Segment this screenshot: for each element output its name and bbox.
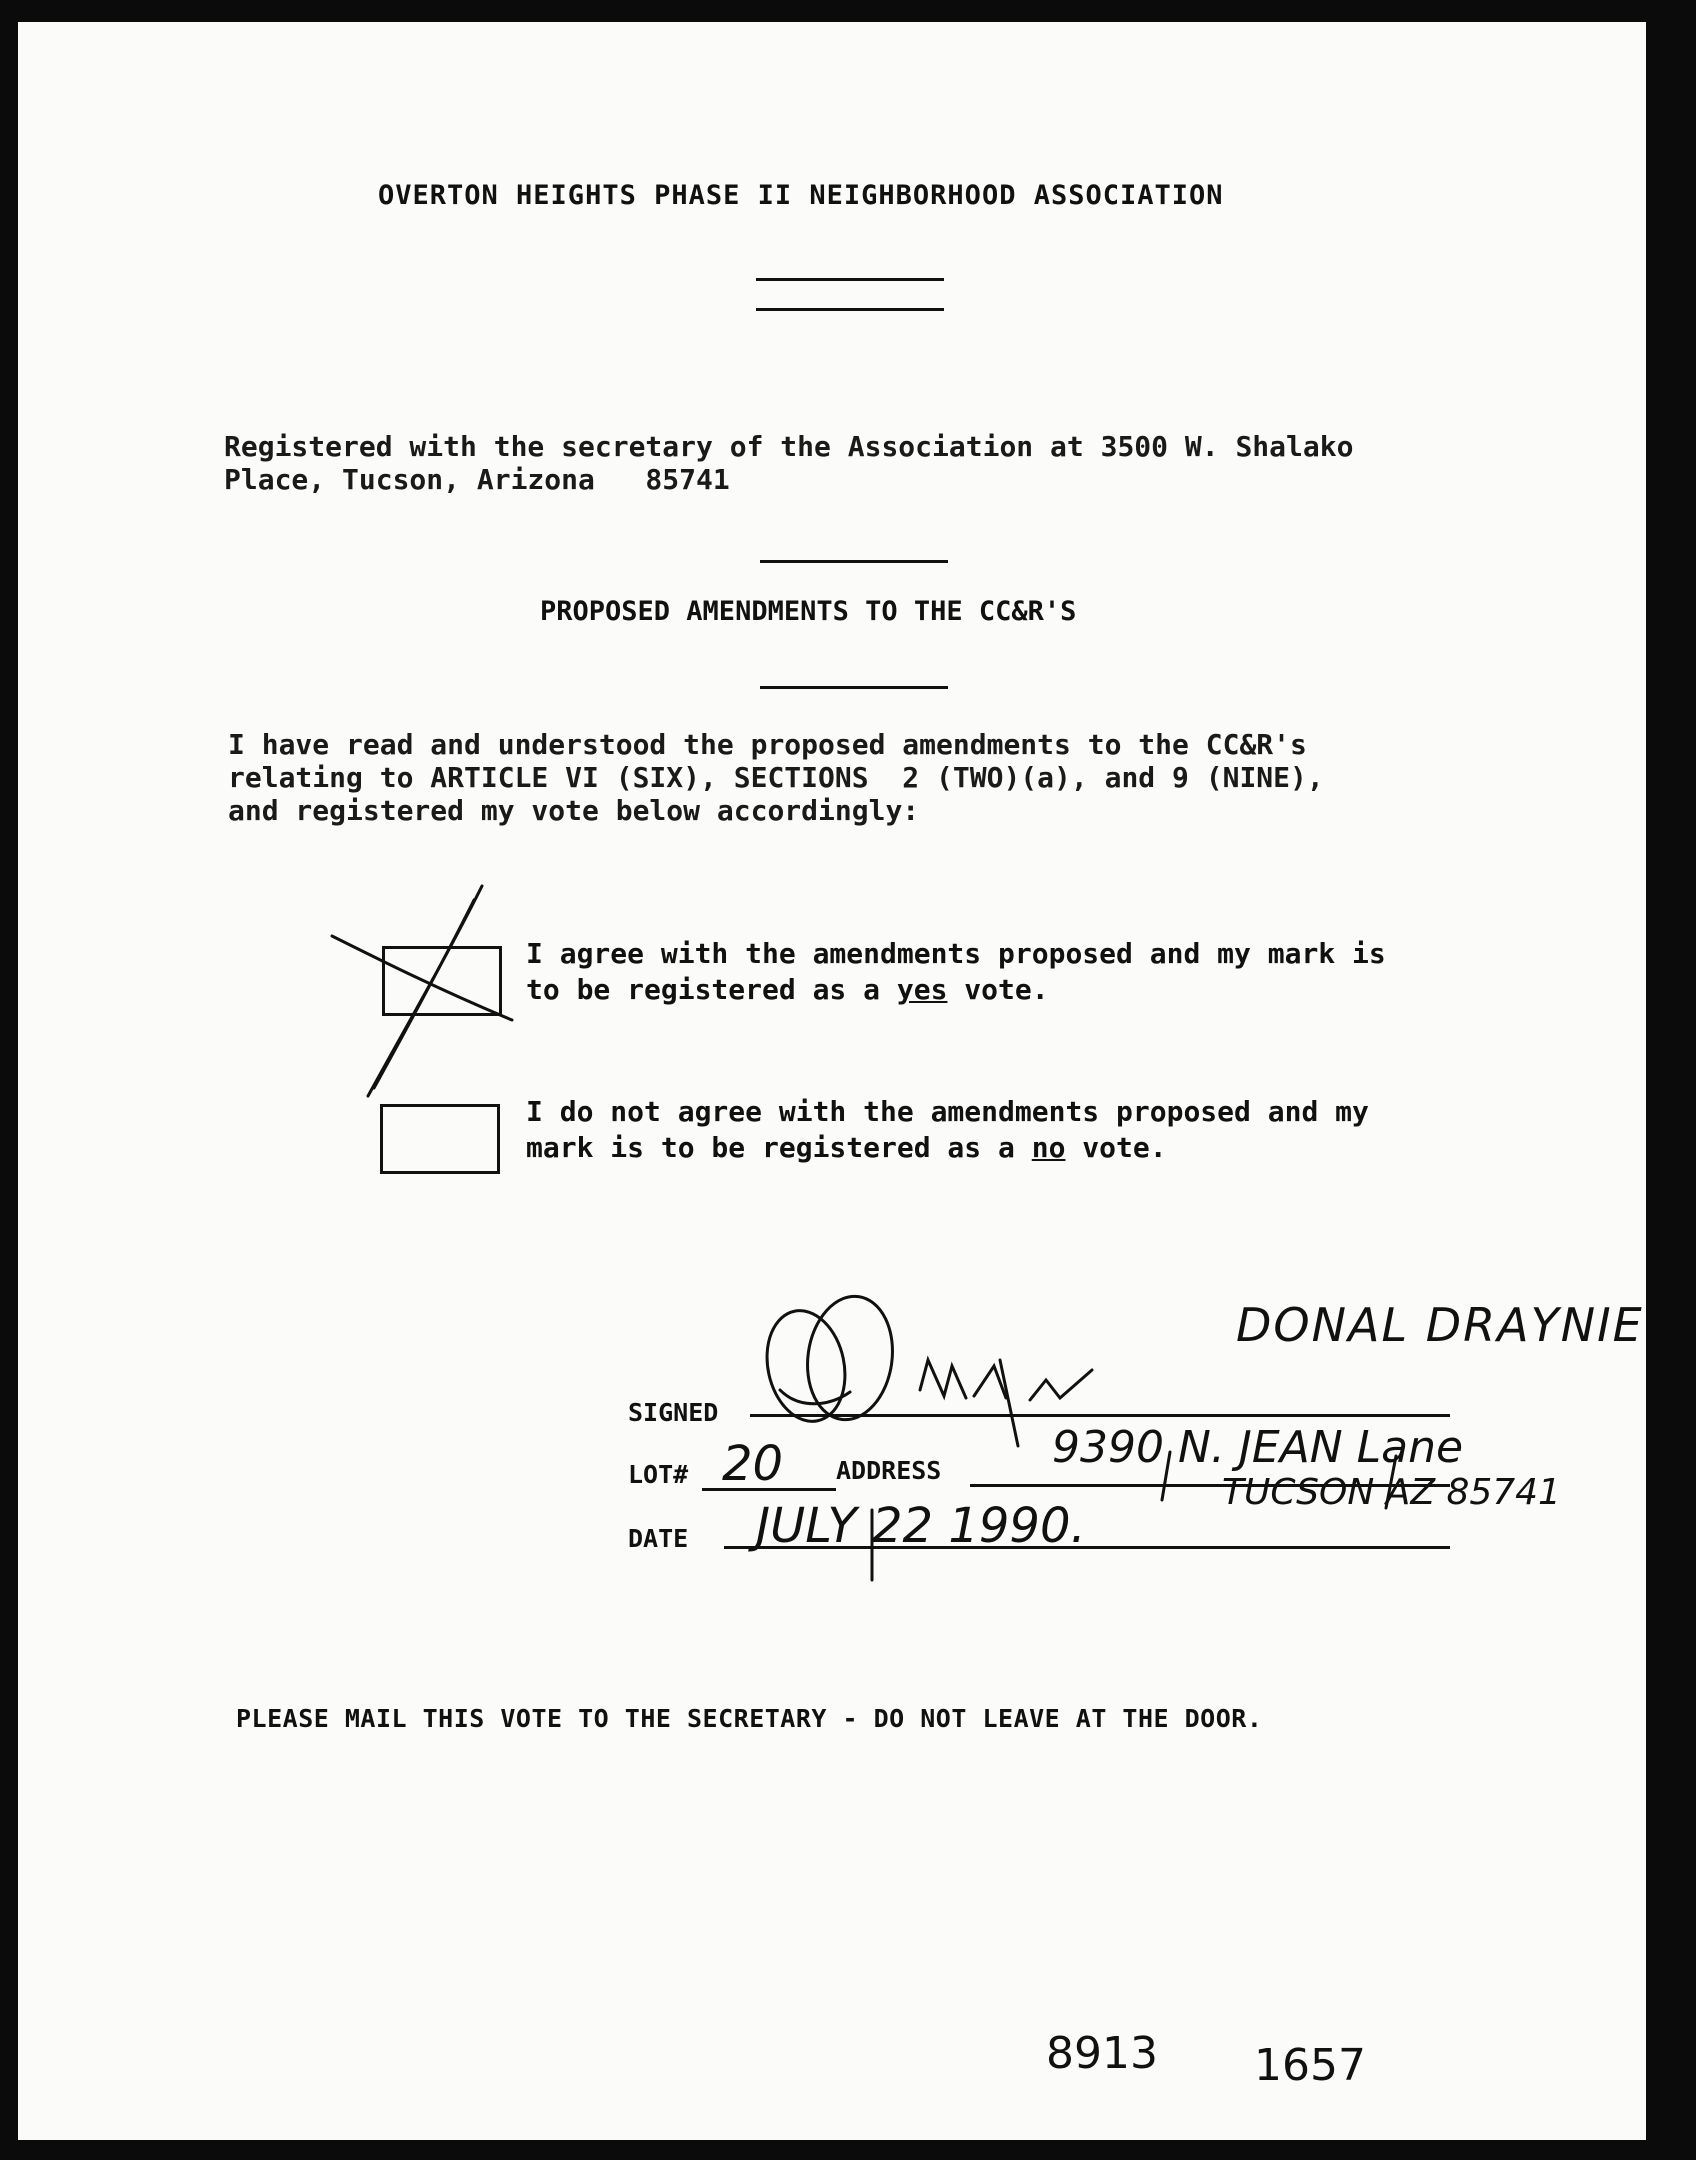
document-number-right: 1657: [1254, 2040, 1366, 2091]
lot-value-handwritten: 20: [722, 1436, 784, 1492]
signature-scribble: [757, 1291, 1396, 1580]
address-label: ADDRESS: [836, 1456, 942, 1485]
yes-vote-line-1: I agree with the amendments proposed and my mark is: [526, 937, 1386, 970]
yes-emphasis: yes: [896, 973, 948, 1006]
document-number-left: 8913: [1046, 2028, 1158, 2079]
statement-line-3: and registered my vote below accordingly:: [228, 794, 920, 827]
footer-notice: PLEASE MAIL THIS VOTE TO THE SECRETARY - DO NOT LEAVE AT THE DOOR.: [236, 1704, 1263, 1733]
signed-label: SIGNED: [628, 1398, 719, 1427]
address-value-handwritten: 9390 N. JEAN Lane: [1052, 1422, 1464, 1473]
statement-line-1: I have read and understood the proposed amendments to the CC&R's: [228, 728, 1307, 761]
association-title: OVERTON HEIGHTS PHASE II NEIGHBORHOOD ASSOCIATION: [378, 180, 1224, 211]
date-label: DATE: [628, 1524, 689, 1553]
registration-line-1: Registered with the secretary of the Association at 3500 W. Shalako: [224, 430, 1354, 463]
statement-line-2: relating to ARTICLE VI (SIX), SECTIONS 2 (TWO)(a), and 9 (NINE),: [228, 761, 1324, 794]
yes-x-mark: [332, 886, 512, 1096]
date-value-handwritten: JULY 22 1990.: [756, 1498, 1086, 1554]
no-vote-line-2-pre: mark is to be registered as a: [526, 1131, 1032, 1164]
printed-name-handwritten: DONAL DRAYNIE: [1236, 1298, 1644, 1352]
address-value-2-handwritten: TUCSON AZ 85741: [1222, 1472, 1561, 1513]
no-emphasis: no: [1031, 1131, 1066, 1164]
no-vote-line-1: I do not agree with the amendments proposed and my: [526, 1095, 1369, 1128]
yes-vote-line-2-post: vote.: [947, 973, 1049, 1006]
lot-label: LOT#: [628, 1460, 689, 1489]
no-vote-line-2-post: vote.: [1065, 1131, 1167, 1164]
yes-vote-line-2-pre: to be registered as a: [526, 973, 897, 1006]
registration-line-2: Place, Tucson, Arizona 85741: [224, 463, 730, 496]
section-heading: PROPOSED AMENDMENTS TO THE CC&R'S: [540, 596, 1077, 627]
